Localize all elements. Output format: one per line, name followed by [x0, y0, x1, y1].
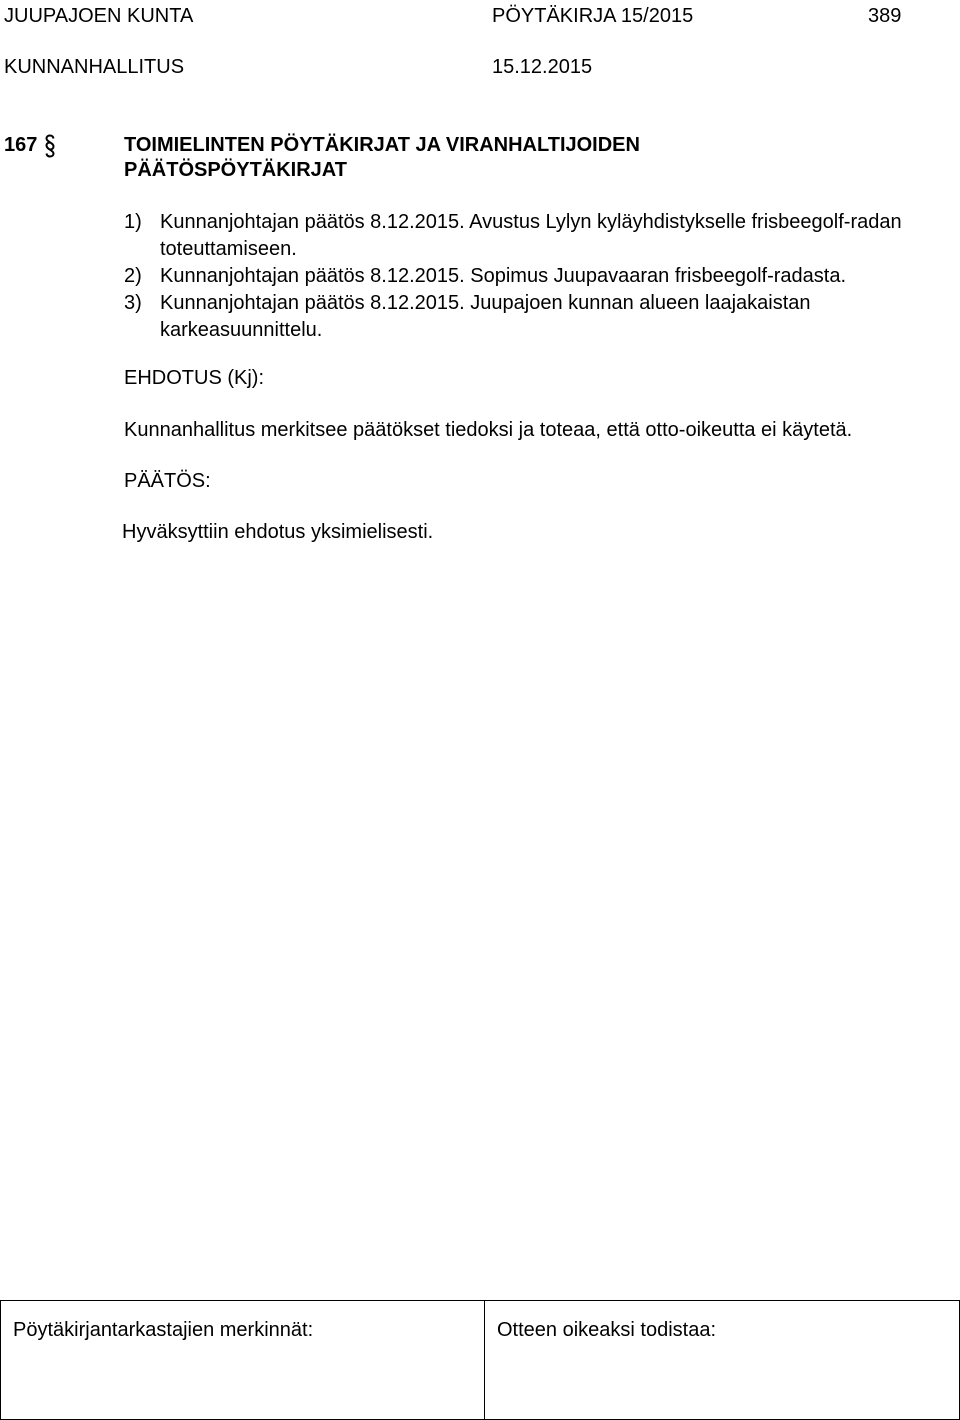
- list-item-number: 3): [124, 292, 142, 314]
- meeting-date: 15.12.2015: [492, 56, 593, 78]
- list-item-text: Kunnanjohtajan päätös 8.12.2015. Juupajoen kunnan alueen laajakaistan karkeasuunnittelu.: [160, 292, 811, 341]
- decision-label: PÄÄTÖS:: [124, 470, 211, 492]
- certification-label: Otteen oikeaksi todistaa:: [497, 1319, 717, 1341]
- list-item-number: 2): [124, 265, 142, 287]
- page-number: 389: [868, 5, 902, 27]
- decision-list: [124, 209, 924, 344]
- section-number: 167: [4, 134, 38, 156]
- footer-signature-box: [0, 1300, 960, 1420]
- list-item-text: Kunnanjohtajan päätös 8.12.2015. Sopimus Juupavaaran frisbeegolf-radasta.: [160, 265, 847, 287]
- municipality-name: JUUPAJOEN KUNTA: [4, 5, 194, 27]
- reviewers-label: Pöytäkirjantarkastajien merkinnät:: [13, 1319, 314, 1341]
- section-title-line1: TOIMIELINTEN PÖYTÄKIRJAT JA VIRANHALTIJOIDEN: [124, 134, 640, 156]
- decision-text: Hyväksyttiin ehdotus yksimielisesti.: [122, 521, 434, 543]
- document-number: PÖYTÄKIRJA 15/2015: [492, 5, 694, 27]
- list-item-number: 1): [124, 211, 142, 233]
- section-title-line2: PÄÄTÖSPÖYTÄKIRJAT: [124, 159, 347, 181]
- footer-cell-certification: [485, 1301, 959, 1419]
- proposal-text: Kunnanhallitus merkitsee päätökset tiedoksi ja toteaa, että otto-oikeutta ei käytetä.: [124, 419, 853, 441]
- governing-body: KUNNANHALLITUS: [4, 56, 185, 78]
- proposal-label: EHDOTUS (Kj):: [124, 367, 264, 389]
- list-item-text: Kunnanjohtajan päätös 8.12.2015. Avustus Lylyn kyläyhdistykselle frisbeegolf-radan toteuttamiseen.: [160, 211, 902, 260]
- section-number-row: [4, 133, 57, 159]
- list-item: [124, 263, 924, 290]
- footer-cell-reviewers: [1, 1301, 485, 1419]
- list-item: [124, 209, 924, 263]
- list-item: [124, 290, 924, 344]
- section-sign-icon: [43, 133, 57, 159]
